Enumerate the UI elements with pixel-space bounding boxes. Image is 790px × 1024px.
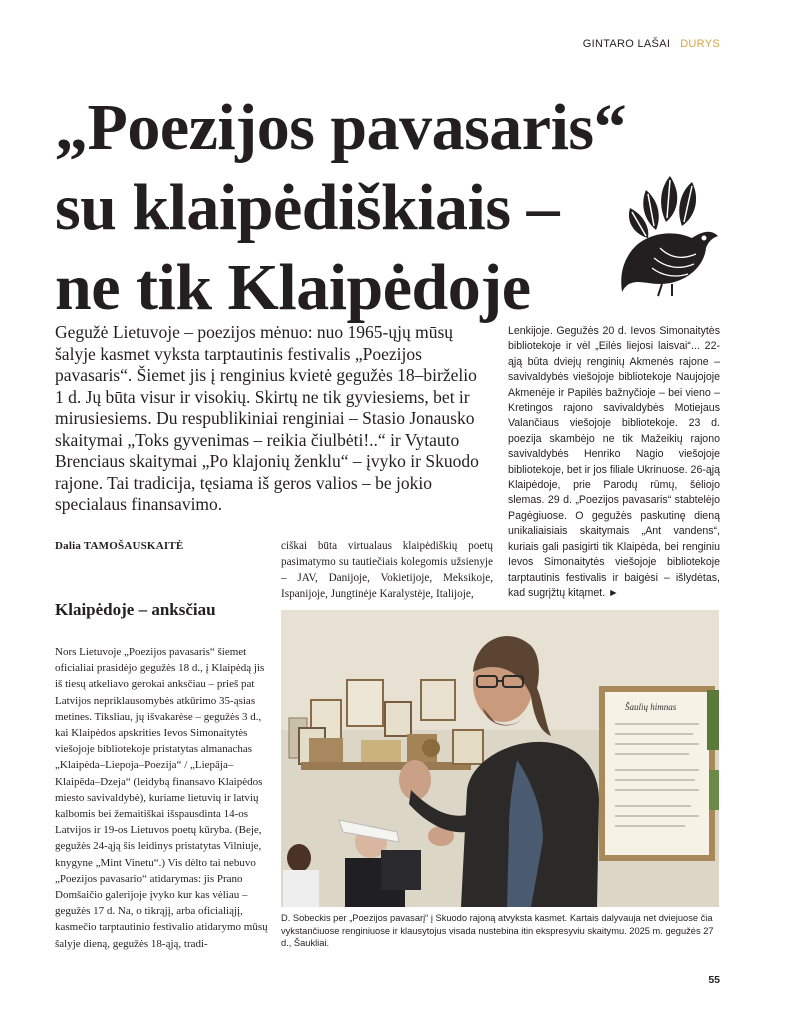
bird-illustration [600,168,725,298]
article-headline [55,88,695,328]
headline-line-1: „Poezijos pavasaris“ [55,91,627,164]
column-2-text: ciškai būta virtualaus klaipėdiškių poetų pasimatymo su tautiečiais kolegomis užsienyje – JAV, Danijoje, Vokietijoje, Meksikoje, Ispanijoje, Jungtinėje Karalystėje, Italijoje, [281,540,493,600]
photo-scene [281,610,719,907]
page-header [583,38,720,50]
author-byline: Dalia TAMOŠAUSKAITĖ [55,540,184,552]
section-label: GINTARO LAŠAI [582,38,671,50]
column-3-text [508,324,720,601]
article-photo [281,610,719,907]
column-3-body: Lenkijoje. Gegužės 20 d. Ievos Simonaitytės bibliotekoje ir vėl „Eilės liejosi laisvai“... 22-ąją būta dviejų renginių Akmenės rajone – savivaldybės viešojoje bibliotekoje Naujojoje Akmenėje ir Papilės bažnyčioje – bei vieno – Kretingos rajono savivaldybės Motiejaus Valančiaus viešojoje bibliotekoje. 23 d. poezija skambėjo ne tik Mažeikių rajono savivaldybės Henriko Nagio viešojoje bibliotekoje, bet ir jos filiale Ukrinuose. 26-ąją Klaipėdoje, prie Parodų rūmų, šėliojo slemas. 29 d. „Poezijos pavasaris“ stabtelėjo Pagėgiuose. O gegužės paskutinę dieną unikaliaisiais skaitymais „Ant vandens“, kuriais gali pasigirti tik Klaipėda, bei renginiu Ievos Simonaitytės viešojoje bibliotekoje tarptautinis festivalis ir baigėsi – išlydėtas, kad sugrįžtų kitąmet. [508,325,720,599]
headline-line-2: su klaipėdiškiais – [55,171,560,244]
continue-arrow: ► [608,586,619,599]
headline-line-3: ne tik Klaipėdoje [55,251,531,324]
page-number: 55 [708,974,720,986]
column-1-text: Nors Lietuvoje „Poezijos pavasaris“ šiemet oficialiai prasidėjo gegužės 18 d., į Klaipėdą jis iš tiesų atkeliavo gerokai anksčiau – prieš pat Latvijos nepriklausomybės atkūrimo 35-ąsias metines. Tiksliau, jų išvakarėse – gegužės 3 d., kai Klaipėdos apskrities Ievos Simonaitytės viešojoje bibliotekoje pristatytas almanachas „Klaipėda–Liepoja–Poezija“ / „Liepāja–Klaipēda–Dzeja“ (leidybą finansavo Klaipėdos miesto savivaldybė), kuriame lietuvių ir latvių kalbomis bei žemaitiškai išspausdinta 14-os Latvijos ir 19-os Lietuvos poetų kūryba. (Beje, gegužės 24-ąją šis leidinys pristatytas Vilniuje, knygyne „Mint Vinetu“.) Vis dėlto tai nebuvo „Poezijos pavasario“ atidarymas: jis Prano Domšaičio galerijoje įvyko kur kas vėliau – gegužės 17 d. Na, o tikrąjį, arba oficialiąjį, kasmečio tarptautinio festivalio atidarymo mūsų šalyje dieną, gegužės 18-ąją, tradi- [55,646,268,950]
poster-title: Šaulių himnas [625,702,677,712]
section-subheading: Klaipėdoje – anksčiau [55,600,216,619]
photo-caption: D. Sobeckis per „Poezijos pavasarį“ į Skuodo rajoną atvyksta kasmet. Kartais dalyvauja net dviejuose čia vykstančiuose renginiuose ir klausytojus visada nustebina itin ekspresyviu skaitymu. 2025 m. gegužės 27 d., Šaukliai. [281,913,714,949]
rubric-label: DURYS [680,38,720,50]
article-lead: Gegužė Lietuvoje – poezijos mėnuo: nuo 1965-ųjų mūsų šalyje kasmet vyksta tarptautinis festivalis „Poezijos pavasaris“. Šiemet jis į renginius kvietė gegužės 18–birželio 1 d. Jų būta visur ir visokių. Skirtų ne tik gyviesiems, bet ir mirusiesiems. Du respublikiniai renginiai – Stasio Jonausko skaitymai „Toks gyvenimas – reikia čiulbėti!..“ ir Vytauto Brenciaus skaitymai „Po klajonių ženklu“ – įvyko ir Skuodo rajone. Tai tradicija, tęsiama iš geros valios – be jokio specialaus finansavimo. [55,322,479,514]
